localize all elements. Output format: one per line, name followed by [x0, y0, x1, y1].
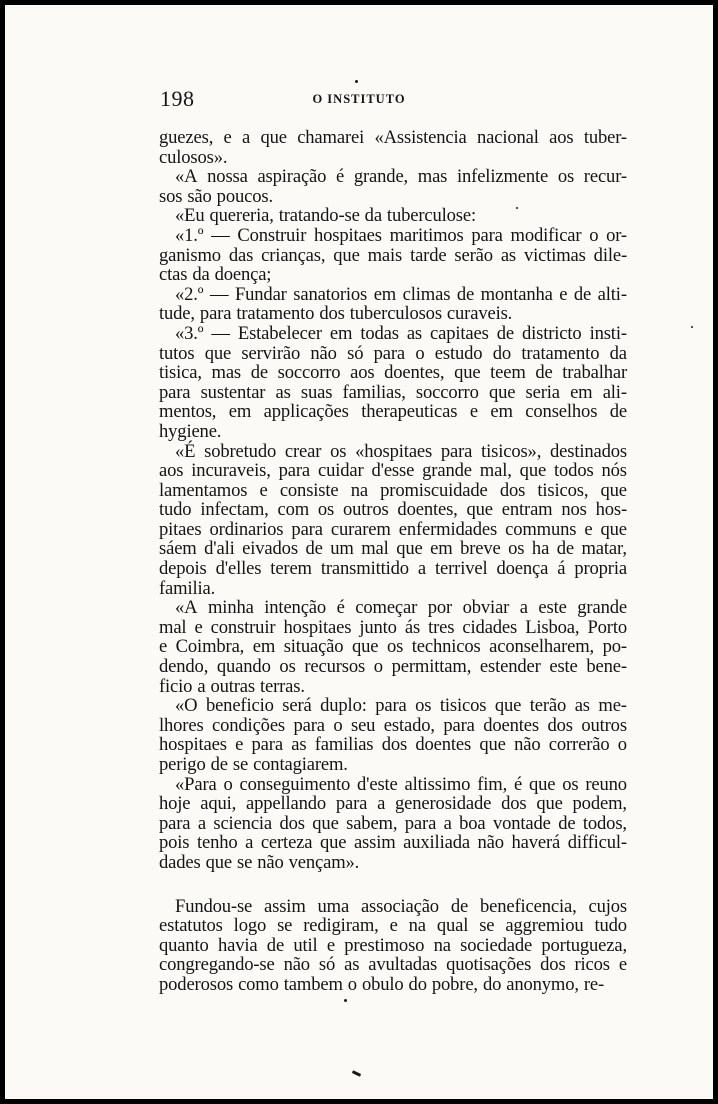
paragraph-gap: [159, 873, 627, 897]
text-line: «3.º — Estabelecer em todas as capitaes de districto insti-: [175, 322, 627, 344]
page-header: [0, 87, 718, 111]
text-line: «1.º — Construir hospitaes maritimos para modificar o or-: [175, 224, 627, 246]
running-title: O INSTITUTO: [312, 92, 406, 106]
text-line: para a sciencia dos que sabem, para a boa vontade de todos,: [159, 812, 627, 834]
text-line: «A minha intenção é começar por obviar a este grande: [175, 597, 627, 619]
paragraph: [159, 442, 627, 599]
text-line: sos são poucos.: [159, 185, 273, 207]
text-line: pitaes ordinarios para curarem enfermidades communs e que: [159, 518, 627, 540]
body-text: [159, 128, 627, 995]
paragraph: [159, 897, 627, 995]
paragraph: [159, 324, 627, 442]
paragraph: [159, 206, 627, 226]
text-line: lamentamos e consiste na promiscuidade dos tisicos, que: [159, 479, 627, 501]
text-line: familia.: [159, 577, 216, 599]
text-line: hoje aqui, appellando para a generosidade dos que podem,: [159, 793, 627, 815]
paragraph: [159, 598, 627, 696]
text-line: estatutos logo se redigiram, e na qual se aggremiou tudo: [159, 915, 627, 937]
text-line: ficio a outras terras.: [159, 675, 305, 697]
text-line: hospitaes e para as familias dos doentes que não correrão o: [159, 734, 627, 756]
text-line: «É sobretudo crear os «hospitaes para tisicos», destinados: [175, 440, 627, 462]
text-line: «Para o conseguimento d'este altissimo fim, é que os reuno: [175, 773, 627, 795]
text-line: poderosos como tambem o obulo do pobre, do anonymo, re-: [159, 973, 605, 995]
text-line: mentos, em applicações therapeuticas e em conselhos de: [159, 401, 627, 423]
text-line: ganismo das crianças, que mais tarde serão as victimas dile-: [159, 244, 627, 266]
text-line: tude, para tratamento dos tuberculosos curaveis.: [159, 303, 513, 325]
paragraph: [159, 775, 627, 873]
text-line: Fundou-se assim uma associação de beneficencia, cujos: [175, 895, 627, 917]
paragraph: [159, 128, 627, 167]
text-line: «A nossa aspiração é grande, mas infelizmente os recur-: [175, 166, 627, 188]
paragraph: [159, 167, 627, 206]
text-line: aos incuraveis, para cuidar d'esse grande mal, que todos nós: [159, 460, 627, 482]
paragraph: [159, 226, 627, 285]
text-line: congregando-se não só as avultadas quotisações dos ricos e: [159, 954, 627, 976]
text-line: dendo, quando os recursos o permittam, estender este bene-: [159, 656, 627, 678]
text-line: pois tenho a certeza que assim auxiliada não haverá difficul-: [159, 832, 627, 854]
text-line: tisica, mas de soccorro aos doentes, que teem de trabalhar: [159, 362, 627, 384]
text-line: «Eu quereria, tratando-se da tuberculose:: [175, 205, 476, 227]
text-line: sáem d'ali eivados de um mal que em breve os ha de matar,: [159, 538, 627, 560]
paragraph: [159, 285, 627, 324]
text-line: hygiene.: [159, 420, 222, 442]
text-line: depois d'elles terem transmittido a terrivel doença á propria: [159, 558, 627, 580]
text-line: «2.º — Fundar sanatorios em climas de montanha e de alti-: [175, 283, 627, 305]
text-line: lhores condições para o seu estado, para doentes dos outros: [159, 714, 627, 736]
text-line: «O beneficio será duplo: para os tisicos que terão as me-: [175, 695, 627, 717]
text-line: mal e construir hospitaes junto ás tres cidades Lisboa, Porto: [159, 616, 627, 638]
page-number: 198: [160, 86, 195, 111]
text-line: tudo infectam, com os outros doentes, que entram nos hos-: [159, 499, 627, 521]
text-line: e Coimbra, em situação que os technicos aconselharem, po-: [159, 636, 627, 658]
text-line: para sustentar as suas familias, soccorro que seria em ali-: [159, 381, 627, 403]
paragraph: [159, 696, 627, 774]
text-line: guezes, e a que chamarei «Assistencia nacional aos tuber-: [159, 127, 627, 148]
text-line: dades que se não vençam».: [159, 851, 360, 873]
text-line: quanto havia de util e prestimoso na sociedade portugueza,: [159, 934, 627, 956]
text-line: ctas da doença;: [159, 264, 272, 286]
text-line: tutos que servirão não só para o estudo do tratamento da: [159, 342, 627, 364]
text-line: culosos».: [159, 146, 228, 168]
text-line: perigo de se contagiarem.: [159, 754, 348, 775]
